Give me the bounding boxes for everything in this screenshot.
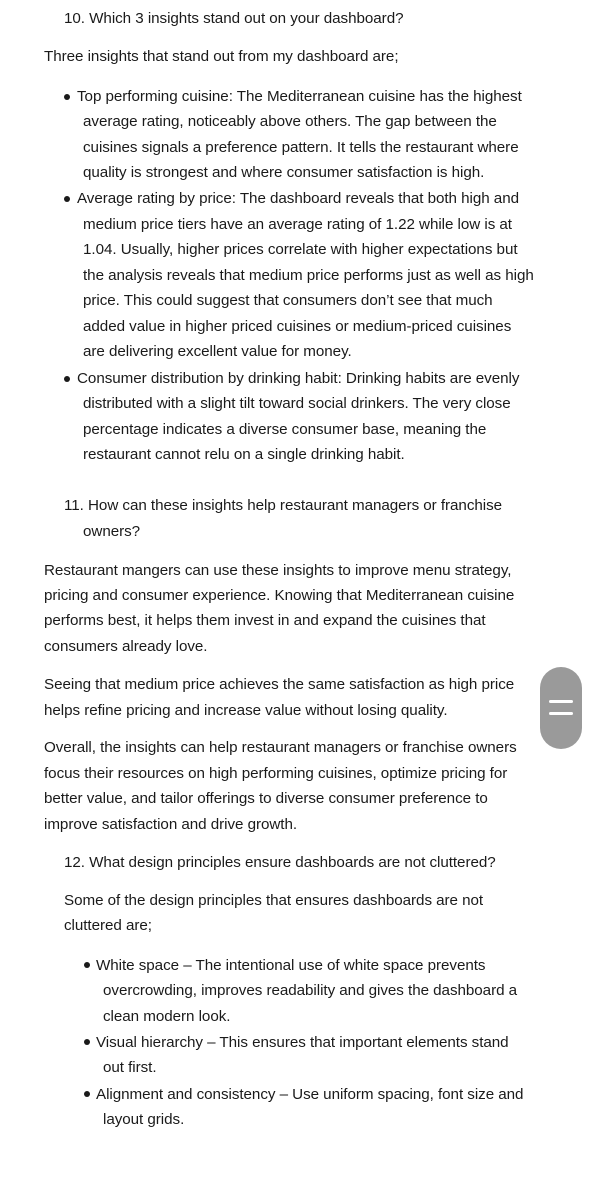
list-item-line: layout grids. <box>103 1111 185 1128</box>
list-item-line: restaurant cannot relu on a single drinking habit. <box>83 446 405 463</box>
list-item-line: Average rating by price: The dashboard reveals that both high and <box>77 190 519 207</box>
list-item-line: the analysis reveals that medium price performs just as well as high <box>83 267 534 284</box>
list-item-line: clean modern look. <box>103 1008 231 1025</box>
list-item-line: 1.04. Usually, higher prices correlate with higher expectations but <box>83 241 518 258</box>
paragraph-line: better value, and tailor offerings to diverse consumer preference to <box>44 790 488 807</box>
list-item-line: out first. <box>103 1059 157 1076</box>
bullet-icon <box>84 1039 90 1045</box>
paragraph-line: consumers already love. <box>44 638 208 655</box>
list-item-line: distributed with a slight tilt toward social drinkers. The very close <box>83 395 511 412</box>
question-10-heading: 10. Which 3 insights stand out on your dashboard? <box>64 10 404 27</box>
bullet-icon <box>64 376 70 382</box>
paragraph-line: Some of the design principles that ensures dashboards are not <box>64 892 484 909</box>
bullet-icon <box>64 196 70 202</box>
paragraph-line: Overall, the insights can help restaurant managers or franchise owners <box>44 739 517 756</box>
paragraph-line: cluttered are; <box>64 917 152 934</box>
list-item-line: White space – The intentional use of white space prevents <box>96 957 486 974</box>
bullet-icon <box>84 1091 90 1097</box>
bullet-icon <box>84 962 90 968</box>
list-item-line: Consumer distribution by drinking habit: Drinking habits are evenly <box>77 370 520 387</box>
list-item-line: added value in higher priced cuisines or medium-priced cuisines <box>83 318 512 335</box>
paragraph-line: Three insights that stand out from my dashboard are; <box>44 48 399 65</box>
list-item-line: Alignment and consistency – Use uniform spacing, font size and <box>96 1086 524 1103</box>
list-item-line: quality is strongest and where consumer satisfaction is high. <box>83 164 485 181</box>
list-item-line: percentage indicates a diverse consumer base, meaning the <box>83 421 487 438</box>
list-item-line: Top performing cuisine: The Mediterranean cuisine has the highest <box>77 88 522 105</box>
question-11-heading: owners? <box>83 523 141 540</box>
paragraph-line: improve satisfaction and drive growth. <box>44 816 298 833</box>
paragraph-line: Seeing that medium price achieves the same satisfaction as high price <box>44 676 515 693</box>
list-item-line: price. This could suggest that consumers don’t see that much <box>83 292 493 309</box>
list-item-line: are delivering excellent value for money. <box>83 343 352 360</box>
paragraph-line: pricing and consumer experience. Knowing that Mediterranean cuisine <box>44 587 515 604</box>
list-item-line: Visual hierarchy – This ensures that important elements stand <box>96 1034 509 1051</box>
question-12-heading: 12. What design principles ensure dashboards are not cluttered? <box>64 854 496 871</box>
paragraph-line: Restaurant mangers can use these insights to improve menu strategy, <box>44 562 512 579</box>
paragraph-line: helps refine pricing and increase value without losing quality. <box>44 702 448 719</box>
question-11-heading: 11. How can these insights help restaurant managers or franchise <box>64 497 503 514</box>
paragraph-line: focus their resources on high performing cuisines, optimize pricing for <box>44 765 508 782</box>
list-item-line: average rating, noticeably above others. The gap between the <box>83 113 497 130</box>
scrollbar-handle[interactable] <box>540 667 582 749</box>
list-item-line: medium price tiers have an average rating of 1.22 while low is at <box>83 216 512 233</box>
list-item-line: overcrowding, improves readability and gives the dashboard a <box>103 982 518 999</box>
paragraph-line: performs best, it helps them invest in and expand the cuisines that <box>44 612 486 629</box>
bullet-icon <box>64 94 70 100</box>
list-item-line: cuisines signals a preference pattern. It tells the restaurant where <box>83 139 519 156</box>
